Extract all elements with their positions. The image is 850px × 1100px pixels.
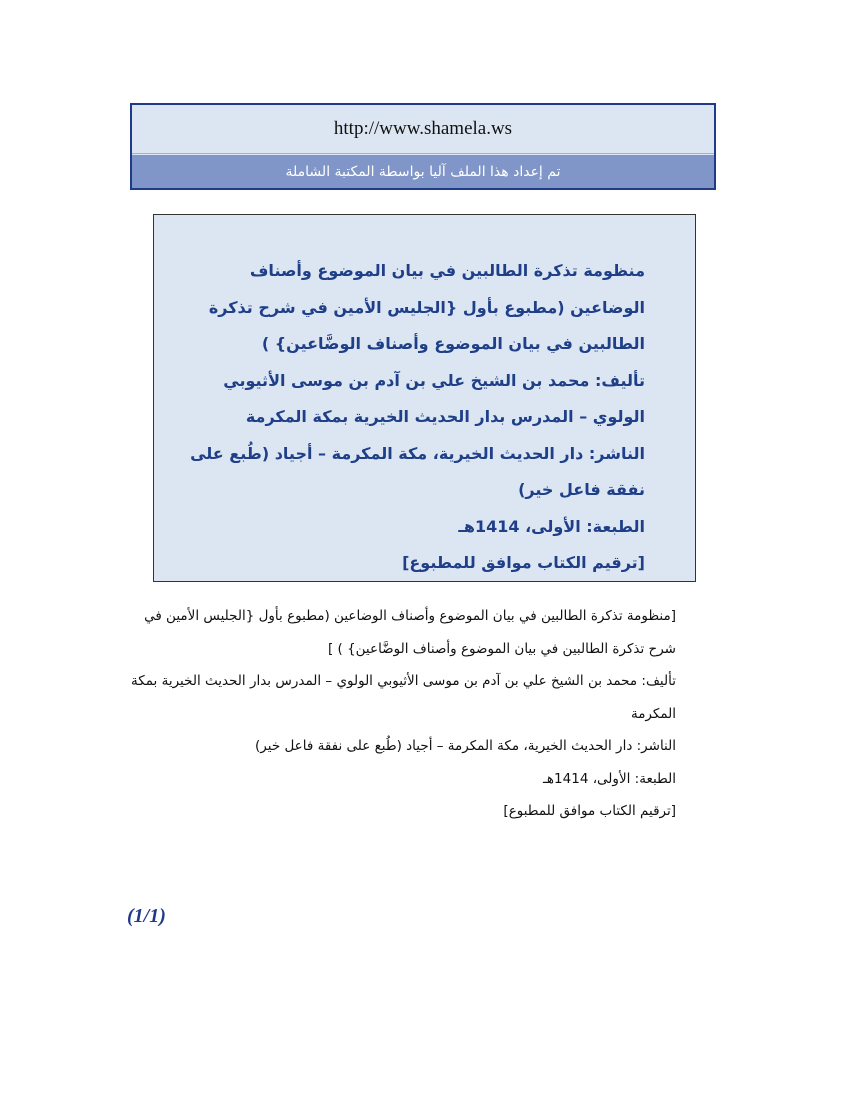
details-author: تأليف: محمد بن الشيخ علي بن آدم بن موسى الأثيوبي الولوي – المدرس بدار الحديث الخيرية بمكة المكرمة — [131, 673, 676, 722]
book-author: تأليف: محمد بن الشيخ علي بن آدم بن موسى الأثيوبي الولوي – المدرس بدار الحديث الخيرية بمكة المكرمة — [223, 370, 645, 426]
book-details-text — [130, 600, 676, 828]
details-publisher: الناشر: دار الحديث الخيرية، مكة المكرمة – أجياد (طُبع على نفقة فاعل خير) — [255, 738, 676, 754]
book-info-box — [153, 214, 696, 582]
book-edition: الطبعة: الأولى، 1414هـ — [458, 516, 645, 536]
page-number: (1/1) — [127, 905, 166, 927]
book-numbering: [ترقيم الكتاب موافق للمطبوع] — [402, 553, 645, 572]
details-title: [منظومة تذكرة الطالبين في بيان الموضوع وأصناف الوضاعين (مطبوع بأول {الجليس الأمين في شرح تذكرة الطالبين في بيان الموضوع وأصناف الوضَّاعين} ) ] — [144, 608, 676, 657]
book-title: منظومة تذكرة الطالبين في بيان الموضوع وأصناف الوضاعين (مطبوع بأول {الجليس الأمين في شرح تذكرة الطالبين في بيان الموضوع وأصناف الوضَّاعين} ) — [208, 261, 645, 353]
details-edition: الطبعة: الأولى، 1414هـ — [542, 770, 676, 787]
header-box — [130, 103, 716, 190]
book-publisher: الناشر: دار الحديث الخيرية، مكة المكرمة – أجياد (طُبع على نفقة فاعل خير) — [190, 443, 645, 499]
website-url[interactable]: http://www.shamela.ws — [132, 105, 714, 154]
generated-note: تم إعداد هذا الملف آليا بواسطة المكتبة الشاملة — [132, 155, 714, 188]
details-numbering: [ترقيم الكتاب موافق للمطبوع] — [503, 803, 676, 819]
